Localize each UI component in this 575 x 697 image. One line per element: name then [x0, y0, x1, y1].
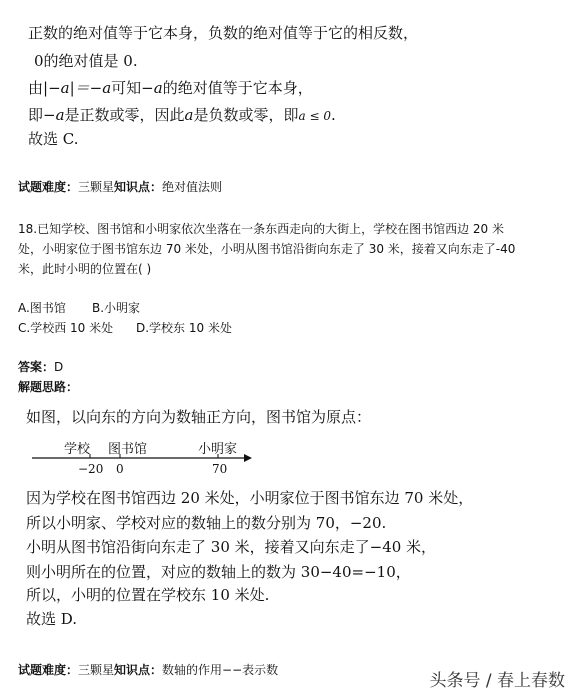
prev-meta: [18, 178, 222, 195]
prev-line3-pre: 由: [28, 79, 44, 97]
difficulty-value: 三颗星: [78, 663, 115, 677]
option-c: C.学校西 10 米处: [18, 321, 114, 335]
prev-solution-line-1: 正数的绝对值等于它本身，负数的绝对值等于它的相反数，: [28, 24, 419, 42]
prev-knowledge-label: 知识点：: [114, 180, 163, 194]
question-line-1: 18.已知学校、图书馆和小明家依次坐落在一条东西走向的大街上，学校在图书馆西边 20 米: [18, 222, 504, 236]
solution-line-3: 小明从图书馆沿街向东走了 30 米，接着又向东走了−40 米，: [26, 538, 437, 556]
prev-difficulty-label: 试题难度：: [18, 180, 79, 194]
prev-solution-line-2: 0的绝对值是 0.: [34, 52, 138, 70]
option-a: A.图书馆: [18, 301, 66, 315]
inequality: a ≤ 0: [298, 109, 331, 123]
neg-a-var-2: −a: [43, 106, 65, 124]
solution-line-6: 故选 D.: [26, 610, 78, 628]
prev-line4-mid: 是正数或零，因此: [64, 106, 185, 124]
solution-line-2: 所以小明家、学校对应的数轴上的数分别为 70，−20.: [26, 514, 387, 532]
neg-a-var: −a: [141, 79, 163, 97]
prev-difficulty-value: 三颗星: [78, 180, 115, 194]
prev-solution-line-5: 故选 C.: [28, 130, 79, 148]
solution-line-5: 所以，小明的位置在学校东 10 米处.: [26, 586, 270, 604]
prev-solution-line-4: [28, 104, 336, 125]
answer-value: D: [54, 360, 64, 374]
watermark: 头条号 / 春上春数: [429, 671, 565, 691]
knowledge-value: 数轴的作用−−表示数: [162, 663, 279, 677]
label-library: 图书馆: [108, 442, 148, 457]
label-home: 小明家: [198, 442, 238, 457]
knowledge-label: 知识点：: [114, 663, 163, 677]
prev-knowledge-value: 绝对值法则: [162, 180, 223, 194]
tick-label-0: 0: [116, 462, 124, 476]
prev-solution-line-3: [28, 77, 313, 98]
answer-line: [18, 358, 63, 375]
difficulty-label: 试题难度：: [18, 663, 79, 677]
tick-label-70: 70: [212, 462, 228, 476]
option-d: D.学校东 10 米处: [136, 321, 232, 335]
tick-label-neg20: −20: [78, 462, 104, 476]
number-line: [32, 438, 252, 478]
question-line-2: 处，小明家位于图书馆东边 70 米处，小明从图书馆沿街向东走了 30 米，接着又向东走了-40: [18, 242, 516, 256]
number-line-arrow: [244, 454, 252, 462]
a-var: a: [184, 106, 194, 124]
solution-line-1: 因为学校在图书馆西边 20 米处，小明家位于图书馆东边 70 米处，: [26, 489, 474, 507]
label-school: 学校: [64, 442, 91, 457]
prev-line4-end: .: [331, 106, 336, 124]
solution-label: 解题思路：: [18, 380, 79, 394]
question-line-3: 米，此时小明的位置在( ): [18, 262, 152, 276]
solution-intro: 如图，以向东的方向为数轴正方向，图书馆为原点：: [26, 408, 372, 426]
prev-line3-post: 的绝对值等于它本身，: [162, 79, 313, 97]
prev-line4-pre: 即: [28, 106, 44, 124]
answer-label: 答案：: [18, 360, 55, 374]
meta: [18, 661, 278, 678]
abs-expression: |−a|＝−a: [43, 79, 112, 97]
solution-line-4: 则小明所在的位置，对应的数轴上的数为 30−40=−10，: [26, 563, 411, 581]
prev-line4-mid2: 是负数或零，即: [193, 106, 299, 124]
prev-line3-mid: 可知: [111, 79, 142, 97]
option-b: B.小明家: [92, 301, 141, 315]
